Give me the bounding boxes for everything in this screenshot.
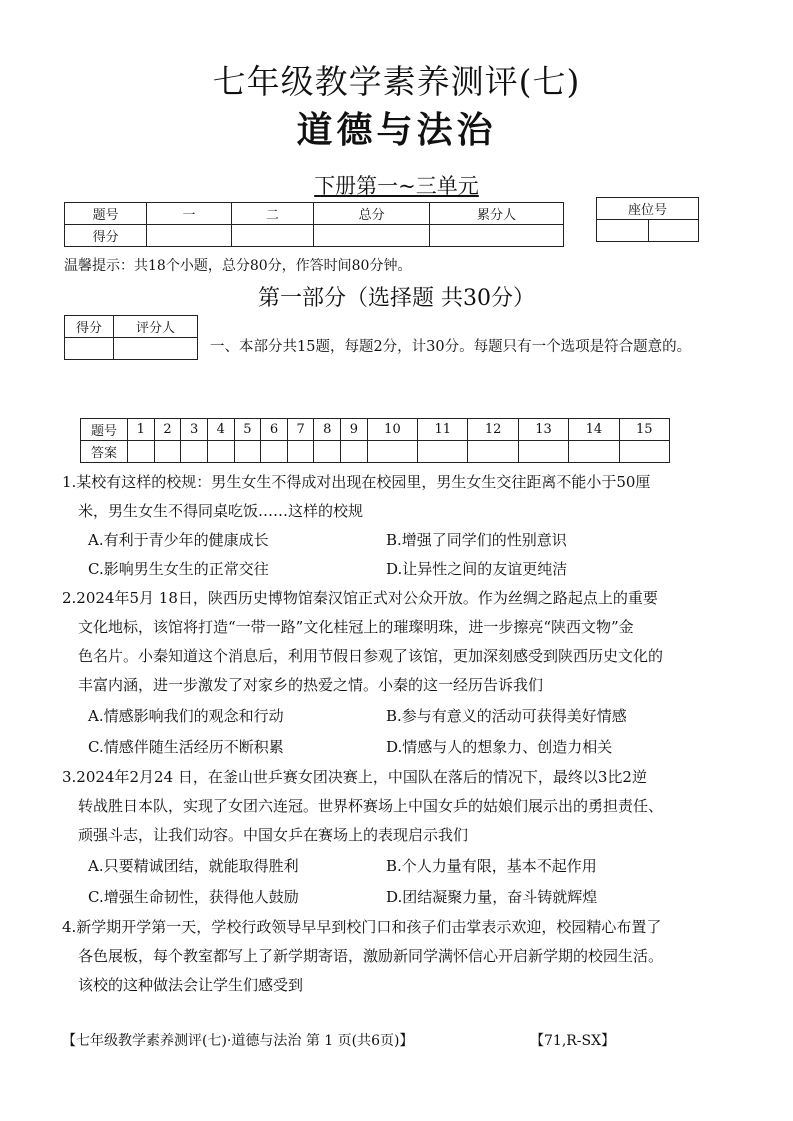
question-option: D.让异性之间的友谊更纯洁 (386, 560, 568, 578)
seat-input-cell[interactable] (597, 220, 649, 242)
score-header-cell: 总分 (314, 203, 430, 225)
score-header-cell: 二 (231, 203, 313, 225)
answer-row-label: 答案 (81, 441, 128, 463)
score-input-cell[interactable] (147, 225, 231, 247)
question-stem-line: 4.新学期开学第一天，学校行政领导早早到校门口和孩子们击掌表示欢迎，校园精心布置了 (62, 918, 662, 936)
question-list (62, 468, 742, 1000)
question-option: C.影响男生女生的正常交往 (88, 560, 269, 578)
question-option: B.个人力量有限，基本不起作用 (386, 857, 597, 875)
question-option: C.情感伴随生活经历不断积累 (88, 738, 284, 756)
score-input-cell[interactable] (231, 225, 313, 247)
question-option: B.增强了同学们的性别意识 (386, 531, 567, 549)
answer-input-cell[interactable] (234, 441, 261, 463)
answer-table (80, 418, 670, 463)
score-header-cell: 累分人 (430, 203, 564, 225)
footer-code: 【71,R-SX】 (530, 1033, 616, 1049)
question-item (62, 913, 742, 1000)
answer-row-label: 题号 (81, 419, 128, 441)
answer-input-cell[interactable] (261, 441, 288, 463)
grader-box (64, 315, 198, 360)
question-option: A.只要精诚团结，就能取得胜利 (88, 857, 299, 875)
answer-number-cell: 8 (314, 419, 341, 441)
question-stem-line: 文化地标，该馆将打造“一带一路”文化桂冠上的璀璨明珠，进一步擦亮“陕西文物”金 (78, 618, 634, 636)
answer-input-cell[interactable] (314, 441, 341, 463)
scope-subtitle: 下册第一~三单元 (314, 174, 479, 198)
question-stem-line: 该校的这种做法会让学生们感受到 (78, 976, 304, 994)
answer-number-cell: 15 (619, 419, 669, 441)
answer-number-cell: 4 (207, 419, 234, 441)
subject-title: 道德与法治 (296, 109, 497, 151)
score-input-cell[interactable] (430, 225, 564, 247)
question-stem-line: 3.2024年2月24 日，在釜山世乒赛女团决赛上，中国队在落后的情况下，最终以3比2逆 (62, 768, 647, 786)
answer-number-cell: 9 (341, 419, 368, 441)
question-stem-line: 丰富内涵，进一步激发了对家乡的热爱之情。小秦的这一经历告诉我们 (78, 676, 544, 694)
part1-intro: 一、本部分共15题，每题2分，计30分。每题只有一个选项是符合题意的。 (210, 339, 692, 355)
question-stem-line: 顽强斗志，让我们动容。中国女乒在赛场上的表现启示我们 (78, 826, 469, 844)
answer-input-cell[interactable] (367, 441, 417, 463)
answer-input-cell[interactable] (128, 441, 155, 463)
answer-input-cell[interactable] (468, 441, 518, 463)
answer-number-cell: 13 (518, 419, 568, 441)
question-stem-line: 2.2024年5月 18日，陕西历史博物馆秦汉馆正式对公众开放。作为丝绸之路起点上的重要 (62, 589, 658, 607)
answer-number-cell: 3 (181, 419, 208, 441)
tip-text: 温馨提示：共18个小题，总分80分，作答时间80分钟。 (64, 258, 412, 274)
answer-number-cell: 14 (569, 419, 619, 441)
answer-input-cell[interactable] (518, 441, 568, 463)
grader-input-cell[interactable] (114, 338, 198, 360)
question-stem-line: 色名片。小秦知道这个消息后，利用节假日参观了该馆，更加深刻感受到陕西历史文化的 (78, 647, 664, 665)
question-item (62, 584, 742, 763)
question-option: D.情感与人的想象力、创造力相关 (386, 738, 613, 756)
answer-input-cell[interactable] (154, 441, 181, 463)
score-table (64, 202, 564, 247)
question-stem-line: 各色展板，每个教室都写上了新学期寄语，激励新同学满怀信心开启新学期的校园生活。 (78, 947, 664, 965)
answer-input-cell[interactable] (181, 441, 208, 463)
part1-title: 第一部分（选择题 共30分） (258, 286, 535, 311)
question-option: C.增强生命韧性，获得他人鼓励 (88, 888, 299, 906)
question-option: B.参与有意义的活动可获得美好情感 (386, 707, 627, 725)
answer-input-cell[interactable] (207, 441, 234, 463)
score-header-cell: 一 (147, 203, 231, 225)
question-item (62, 468, 742, 584)
question-option: A.有利于青少年的健康成长 (88, 531, 269, 549)
answer-number-cell: 2 (154, 419, 181, 441)
answer-number-cell: 1 (128, 419, 155, 441)
grader-label: 得分 (65, 316, 114, 338)
answer-input-cell[interactable] (287, 441, 314, 463)
answer-number-cell: 5 (234, 419, 261, 441)
seat-label: 座位号 (597, 198, 699, 220)
grader-label: 评分人 (114, 316, 198, 338)
answer-number-cell: 12 (468, 419, 518, 441)
question-option: A.情感影响我们的观念和行动 (88, 707, 284, 725)
question-item (62, 763, 742, 913)
question-option: D.团结凝聚力量，奋斗铸就辉煌 (386, 888, 598, 906)
question-stem-line: 米，男生女生不得同桌吃饭……这样的校规 (78, 502, 364, 520)
question-stem-line: 转战胜日本队，实现了女团六连冠。世界杯赛场上中国女乒的姑娘们展示出的勇担责任、 (78, 797, 664, 815)
seat-input-cell[interactable] (649, 220, 699, 242)
answer-number-cell: 10 (367, 419, 417, 441)
answer-input-cell[interactable] (569, 441, 619, 463)
score-input-cell[interactable] (314, 225, 430, 247)
answer-number-cell: 7 (287, 419, 314, 441)
score-row-label: 得分 (65, 225, 147, 247)
grader-input-cell[interactable] (65, 338, 114, 360)
answer-input-cell[interactable] (341, 441, 368, 463)
seat-number-box (596, 197, 699, 242)
score-header-cell: 题号 (65, 203, 147, 225)
question-stem-line: 1.某校有这样的校规：男生女生不得成对出现在校园里，男生女生交往距离不能小于50厘 (62, 473, 651, 491)
answer-number-cell: 6 (261, 419, 288, 441)
answer-input-cell[interactable] (619, 441, 669, 463)
answer-number-cell: 11 (418, 419, 468, 441)
footer-page-info: 【七年级教学素养测评(七)·道德与法治 第 1 页(共6页)】 (62, 1033, 414, 1049)
answer-input-cell[interactable] (418, 441, 468, 463)
exam-title: 七年级教学素养测评(七) (212, 62, 581, 101)
